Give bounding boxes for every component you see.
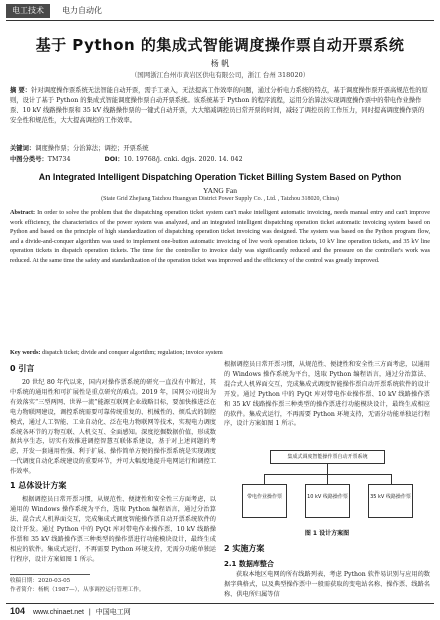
paper-affiliation: （国网浙江台州市黄岩区供电有限公司，浙江 台州 318020） xyxy=(130,71,310,79)
section-impl-heading: 2 实施方案 xyxy=(224,544,265,553)
english-abstract-text: In order to solve the problem that the dispatching operation ticket system can't make intelligent automatic invoicing, needs manual entry and can't improve work efficiency, the characteristics of the power system was analyzed, and an integrated intelligent dispatching operation ticket automatic invoicing system based on Python and based on the principle of high standardization of dispatching operation ticket invoicing was designed. The system was based on the Python program flow, and a divide-and-conquer algorithm was used to implement one-button automatic invoicing of live work operation tickets, 10 kV line operation tickets, and 35 kV line operation tickets in dispatch operation tickets. The time for the controller to invoice daily was significantly reduced and the pressure on the controller's work was reduced. At the same time the safety and standardization of the operation ticket was improved and the efficiency of the control was greatly improved. xyxy=(10,209,431,264)
section-intro-text: 20 世纪 80 年代以来，国内对操作票系统的研究一直没有中断过，其中系统的通用性和可扩展性是重点研究的难点。2019 年，国网公司提出为有效落实“三型两网、世界一流”能源互联网企业战略目标，要加快推进泛在电力物联网建设，调控系统需要可靠传统重复的、机械性的、烦瓜式的制控模式，通过人工智能、工业自动化、泛在电力物联网等技术，实现电力调度系统各环节的万物互联、人机交互、全面感知。深度挖掘数据价值，形成数据共享生态，切实有效推进调控智慧互联体系建设，基于对上述问题的考虑，开发一套通用性强、利于扩展、操作简单方便的操作票系统是实现调度一代调度自动化系统建设的重要环节，并可大幅度地提升电网运行和调控工作效率。 xyxy=(10,379,216,476)
classification-line xyxy=(10,155,430,165)
body-right-column xyxy=(224,360,430,442)
figure-connector xyxy=(264,474,265,484)
section-design-continued: 根据调控员日常开票习惯，从规范性、便捷性和安全性三方面考虑，以通用的 Windows 操作系统为平台，选取 Python 编程语言，通过分治算法、混合式人机界面交互，完成集成式调度智能操作票自动开票系统软件的设计开发。通过 Python 中的 PyQt 库对带电作业操作票、10 kV 线路操作票和 35 kV 线路操作票三种类型的操作票进行功能模块设计，最终生成相应的软件。集成式运行，不再需要 Python 环境支持，无需分功能单独运行程序，设计方案如图 1 所示。 xyxy=(224,361,430,428)
english-abstract-label: Abstract: xyxy=(10,209,36,216)
page-footer: 104 www.chinaet.net | 中国电工网 xyxy=(10,606,131,616)
figure-connector xyxy=(327,464,328,474)
page-number: 104 xyxy=(10,606,26,616)
header-divider xyxy=(6,20,434,21)
figure-design-scheme xyxy=(240,446,415,526)
paper-author: 杨 帆 xyxy=(210,59,230,68)
figure-top-box: 集成式调度智能操作票自动开票系统 xyxy=(270,450,385,464)
figure-box-live-work: 带电作业操作票 xyxy=(242,484,287,518)
footer-site: www.chinaet.net xyxy=(32,609,84,616)
page-header xyxy=(0,0,440,22)
body-right-column-lower xyxy=(224,540,430,600)
section-design-heading: 1 总体设计方案 xyxy=(10,481,67,491)
doi-value: 10. 19768/j. cnki. dgjs. 2020. 14. 042 xyxy=(123,156,243,163)
header-section-label: 电力自动化 xyxy=(62,6,102,15)
keywords-cn xyxy=(10,144,430,154)
english-keywords-text: dispatch ticket; divide and conquer algorithm; regulation; invoice system xyxy=(41,349,223,356)
footnote-divider xyxy=(10,574,90,575)
keywords-cn-text: 调度操作票；分治算法；调控；开票系统 xyxy=(35,145,149,152)
abstract-cn xyxy=(10,86,430,126)
english-keywords-label: Key words: xyxy=(10,349,41,356)
figure-connector xyxy=(264,474,392,475)
section-impl-subheading: 2.1 数据库整合 xyxy=(224,560,274,568)
section-intro-heading: 0 引言 xyxy=(10,364,35,373)
figure-box-10kv: 10 kV 线路操作票 xyxy=(305,484,350,518)
paper-title: 基于 Python 的集成式智能调度操作票自动开票系统 xyxy=(35,36,405,54)
english-keywords xyxy=(10,348,430,358)
body-left-column xyxy=(10,360,216,563)
figure-connector xyxy=(327,474,328,484)
footer-divider xyxy=(6,603,434,604)
doi-label: DOI： xyxy=(104,156,124,163)
figure-caption: 图 1 设计方案图 xyxy=(304,530,350,537)
keywords-cn-label: 关键词： xyxy=(10,145,36,152)
english-title: An Integrated Intelligent Dispatching Operation Ticket Billing System Based on Python xyxy=(38,172,402,182)
abstract-cn-text: 针对调度操作票系统无法智能自动开票，需手工录入，无法提高工作效率的问题，通过分析电力系统的特点，基于调度操作票开票高规范性的原则，设计了基于 Python 的集成式智能调度操作票自动开票系统。该系统基于 Python 的程序流程，运用分治算法实现调度操作票中的带电作业操作票、10 kV 线路操作票和 35 kV 线路操作票的一键式自动开票，大大缩减调控员日常开票的时间，减轻了调控员的工作压力，同时提高调度操作票的安全性和规范性，大大提高调控的工作效率。 xyxy=(10,87,428,124)
footer-journal: 中国电工网 xyxy=(95,609,131,616)
header-category-tab: 电工技术 xyxy=(6,4,50,18)
section-impl-text: 获取本地区电网的所有线路列表，考虑 Python 软件易识别与应用的数据字典格式，以及典型操作票中一般需获取的变电站名称、操作票、线路名称、供电所归属等信 xyxy=(224,571,430,598)
english-affiliation: (State Grid Zhejiang Taizhou Huangyan District Power Supply Co. , Ltd. , Taizhou 318020, China) xyxy=(101,196,339,202)
classification-label: 中图分类号： xyxy=(10,156,48,163)
footnote-author-bio: 作者简介：杨帆（1987—），从事调控运行管理工作。 xyxy=(10,587,145,593)
classification-value: TM734 xyxy=(47,156,71,163)
section-design-text: 根据调控员日常开票习惯，从规范性、便捷性和安全性三方面考虑，以通用的 Windows 操作系统为平台，选取 Python 编程语言，通过分治算法、混合式人机界面交互，完成集成式调度智能操作票自动开票系统软件的设计开发。通过 Python 中的 PyQt 库对带电作业操作票、10 kV 线路操作票和 35 kV 线路操作票三种类型的操作票进行功能模块设计，最终生成相应的软件。集成式运行，不再需要 Python 环境支持，无需分功能单独运行程序，设计方案如图 1 所示。 xyxy=(10,496,216,563)
figure-box-35kv: 35 kV 线路操作票 xyxy=(368,484,413,518)
english-author: YANG Fan xyxy=(203,186,237,195)
figure-connector xyxy=(391,474,392,484)
abstract-cn-label: 摘 要： xyxy=(10,87,32,94)
footnote-received: 收稿日期：2020-03-05 xyxy=(10,578,71,584)
english-abstract xyxy=(10,208,430,266)
